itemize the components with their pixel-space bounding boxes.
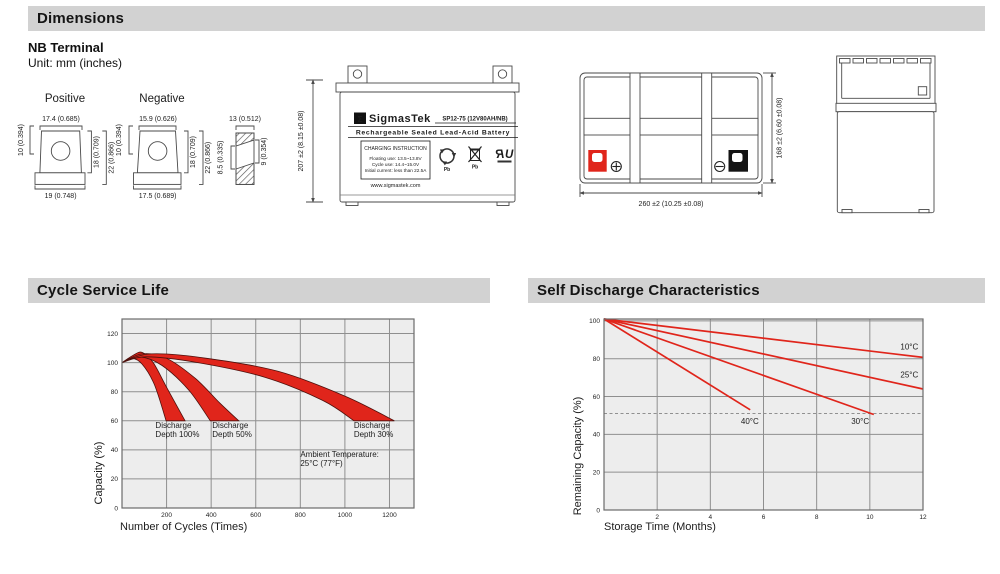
unit-label: Unit: mm (inches) [28, 56, 123, 70]
x-axis-label: Storage Time (Months) [604, 521, 716, 533]
case-body [837, 112, 934, 213]
center-band [584, 118, 758, 135]
dim-bracket [129, 126, 133, 154]
dim-right-inner: 18 (0.709) [190, 136, 197, 168]
plus-terminal-icon [611, 162, 621, 172]
terminal-base [35, 173, 85, 185]
foot [842, 210, 852, 213]
y-tick-label: 60 [592, 393, 600, 401]
series-label: 30°C [851, 416, 870, 426]
chart-annotation: Ambient Temperature: 25°C (77°F) [300, 450, 379, 469]
x-tick-label: 4 [708, 514, 713, 521]
charging-line: Cycle use: 14.4~15.0V [371, 162, 420, 167]
dim-bracket [184, 131, 188, 173]
brand-logo-glyph: Σ [357, 113, 363, 124]
terminal-base [134, 173, 182, 185]
charging-line: Initial current: less than 22.5A [364, 168, 427, 173]
brand-name: SigmasTek [369, 113, 431, 125]
dim-bottom: 17.5 (0.689) [138, 193, 177, 200]
y-tick-label: 80 [110, 388, 118, 396]
terminal-hole [51, 142, 70, 161]
section-title: Cycle Service Life [37, 282, 170, 299]
chart-annotation: Discharge Depth 100% [155, 421, 200, 440]
dim-bracket [139, 126, 176, 130]
tab-hole [498, 70, 506, 78]
dim-top: 17.4 (0.685) [42, 116, 80, 123]
dim-bracket [231, 146, 235, 169]
charging-line: Floating use: 13.5~13.8V [369, 156, 422, 161]
series-label: 25°C [900, 370, 919, 380]
dim-bracket [102, 131, 106, 184]
x-tick-label: 1200 [382, 512, 397, 519]
dim-top: 15.9 (0.626) [139, 116, 177, 123]
y-tick-label: 60 [110, 418, 118, 426]
y-tick-label: 100 [107, 359, 118, 367]
x-tick-label: 600 [250, 512, 262, 519]
x-tick-label: 800 [294, 512, 306, 519]
handle-strap [702, 73, 712, 183]
x-tick-label: 6 [761, 514, 766, 521]
chart-annotation: Discharge Depth 50% [212, 421, 252, 440]
positive-label: Positive [44, 93, 86, 105]
y-tick-label: 100 [589, 318, 600, 326]
svg-text:R: R [495, 149, 504, 161]
section-header-cycle-service-life [28, 278, 490, 303]
x-tick-label: 200 [161, 512, 173, 519]
y-tick-label: 0 [114, 505, 118, 513]
positive-terminal-drawing [15, 90, 120, 202]
svg-text:Pb: Pb [443, 167, 451, 173]
section-title: Self Discharge Characteristics [537, 282, 760, 299]
nb-terminal-heading: NB Terminal [28, 40, 104, 55]
dim-bracket [255, 140, 259, 163]
section-title: Dimensions [37, 10, 125, 27]
dim-top: 13 (0.512) [229, 116, 261, 123]
self-discharge-chart [523, 306, 993, 574]
x-tick-label: 12 [919, 514, 927, 521]
x-tick-label: 8 [814, 514, 819, 521]
x-tick-label: 400 [205, 512, 217, 519]
handle-strap [630, 73, 640, 183]
dim-bracket [35, 185, 85, 189]
series-label: 40°C [740, 416, 759, 426]
dim-bracket [134, 185, 182, 189]
y-tick-label: 0 [596, 507, 600, 515]
dim-right-outer: 22 (0.866) [205, 141, 212, 174]
height-dim: 207 ±2 (8.15 ±0.08) [298, 110, 305, 172]
negative-label: Negative [139, 93, 185, 105]
section-header-self-discharge [528, 278, 985, 303]
chart-annotation: Discharge Depth 30% [353, 421, 394, 440]
x-tick-label: 2 [655, 514, 659, 521]
y-tick-label: 40 [592, 431, 600, 439]
dim-bracket [236, 126, 254, 130]
y-axis-label: Remaining Capacity (%) [572, 396, 584, 516]
lid-rim [836, 103, 936, 111]
x-tick-label: 1000 [337, 512, 353, 519]
battery-lid [336, 83, 519, 92]
tab-hole [353, 70, 361, 78]
svg-text:U: U [505, 149, 514, 161]
x-tick-label: 10 [866, 514, 874, 521]
dim-bracket [87, 131, 91, 173]
y-tick-label: 20 [592, 469, 600, 477]
cycle-service-life-chart [28, 306, 503, 574]
dim-bracket [30, 126, 34, 154]
dim-right-inner: 18 (0.709) [93, 136, 101, 168]
dim-left: 10 (0.394) [116, 124, 123, 156]
minus-terminal-icon [715, 162, 725, 172]
charging-title: CHARGING INSTRUCTION [364, 146, 427, 152]
label-subtitle: Rechargeable Sealed Lead-Acid Battery [355, 129, 511, 137]
foot [346, 202, 358, 206]
dim-left: 8.5 (0.335) [217, 140, 225, 175]
y-tick-label: 20 [110, 476, 118, 484]
model-number: SP12-75 (12V80AH/NB) [442, 116, 508, 123]
dim-right: 9 (0.354) [261, 137, 268, 166]
terminal-hole [148, 142, 167, 161]
foot [919, 210, 929, 213]
dim-right-outer: 22 (0.866) [108, 141, 116, 174]
width-dim: 260 ±2 (10.25 ±0.08) [638, 201, 704, 208]
series-label: 10°C [900, 342, 919, 352]
dim-bracket [40, 126, 82, 130]
battery-side-view [823, 46, 965, 221]
ul-recognized-icon [495, 149, 514, 163]
y-tick-label: 120 [107, 330, 118, 338]
dim-bottom: 19 (0.748) [44, 193, 77, 200]
battery-top-view [573, 53, 803, 223]
foot [497, 202, 509, 206]
y-axis-label: Capacity (%) [93, 441, 105, 505]
depth-dim: 168 ±2 (6.60 ±0.08) [776, 97, 784, 159]
positive-terminal-slot [592, 153, 603, 162]
section-header-dimensions [28, 6, 985, 31]
y-tick-label: 80 [592, 356, 600, 364]
y-tick-label: 40 [110, 447, 118, 455]
dim-left: 10 (0.394) [18, 124, 25, 156]
negative-terminal-slot [732, 153, 743, 162]
battery-front-view [293, 46, 535, 221]
svg-text:Pb: Pb [471, 164, 479, 171]
negative-terminal-drawing [112, 90, 217, 202]
x-axis-label: Number of Cycles (Times) [120, 521, 248, 533]
dim-bracket [199, 131, 203, 184]
website: www.sigmastek.com [370, 183, 421, 189]
